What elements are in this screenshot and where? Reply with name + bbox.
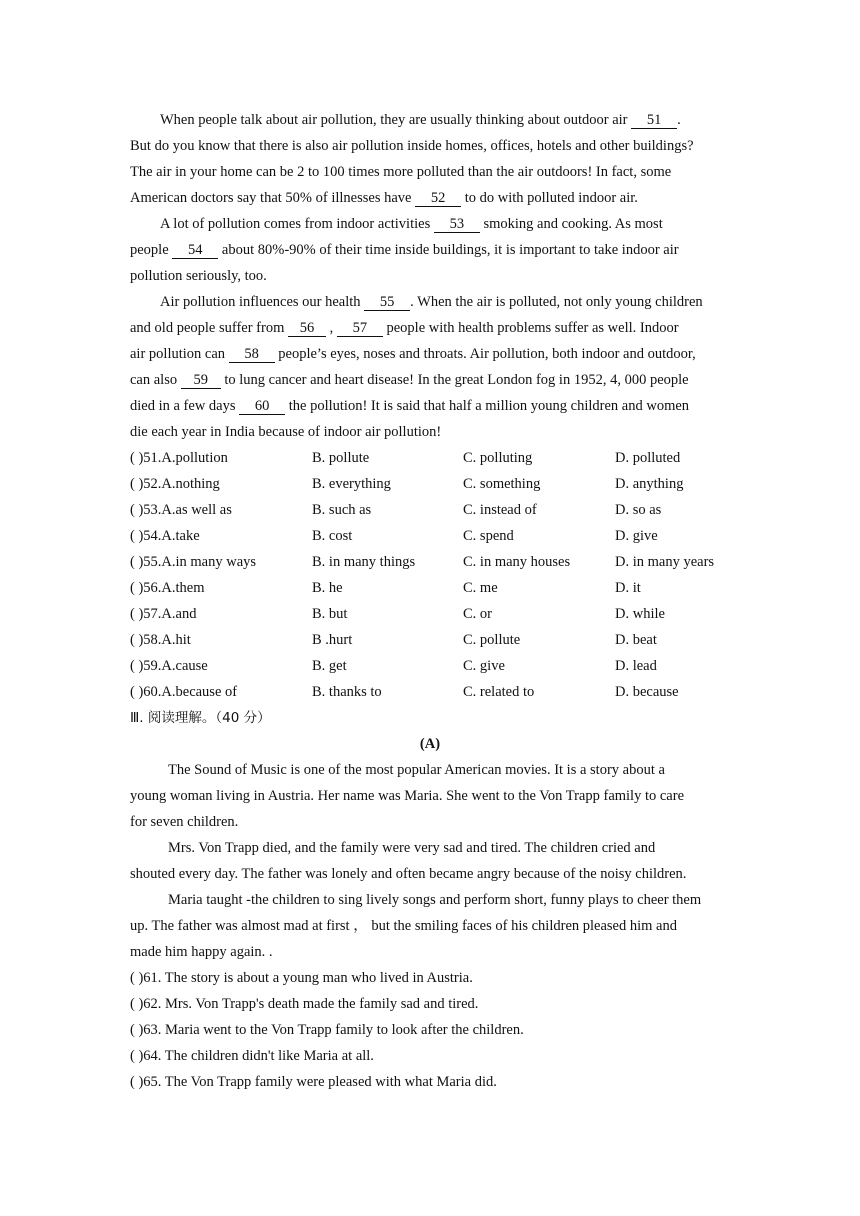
cloze-blank-60: 60 [239,398,285,415]
cloze-text: But do you know that there is also air pollution inside homes, offices, hotels and other buildings? [130,138,694,154]
option-b: B .hurt [312,632,353,648]
option-d: D. lead [615,658,657,674]
cloze-line [130,162,671,182]
cloze-text: pollution seriously, too. [130,268,267,284]
cloze-blank-56: 56 [288,320,326,337]
option-row [130,604,730,624]
true-false-question: ( )62. Mrs. Von Trapp's death made the family sad and tired. [130,996,479,1012]
passage-line: shouted every day. The father was lonely and often became angry because of the noisy children. [130,866,687,882]
cloze-text: When people talk about air pollution, they are usually thinking about outdoor air [160,112,632,128]
cloze-text: A lot of pollution comes from indoor activities [160,216,434,232]
cloze-blank-57: 57 [337,320,383,337]
passage-line: Maria taught -the children to sing lively songs and perform short, funny plays to cheer them [168,892,702,908]
option-b: B. pollute [312,450,370,466]
option-row [130,448,730,468]
passage-a-title: (A) [419,736,441,752]
option-d: D. beat [615,632,657,648]
cloze-blank-59: 59 [181,372,221,389]
cloze-line [130,188,638,208]
cloze-line [160,214,663,234]
cloze-text: Air pollution influences our health [160,294,365,310]
option-c: C. spend [463,528,514,544]
option-b: B. but [312,606,348,622]
question-with-option-a: ( )58.A.hit [130,632,191,648]
option-b: B. cost [312,528,353,544]
option-c: C. polluting [463,450,533,466]
cloze-text: smoking and cooking. As most [479,216,663,232]
cloze-blank-55: 55 [364,294,410,311]
option-c: C. in many houses [463,554,571,570]
question-with-option-a: ( )60.A.because of [130,684,238,700]
option-c: C. pollute [463,632,521,648]
question-with-option-a: ( )57.A.and [130,606,197,622]
option-row [130,656,730,676]
true-false-question: ( )63. Maria went to the Von Trapp family to look after the children. [130,1022,524,1038]
question-with-option-a: ( )51.A.pollution [130,450,228,466]
option-row [130,682,730,702]
option-c: C. me [463,580,498,596]
cloze-blank-52: 52 [415,190,461,207]
cloze-line [130,370,689,390]
cloze-text: die each year in India because of indoor air pollution! [130,424,442,440]
question-with-option-a: ( )56.A.them [130,580,205,596]
cloze-text: and old people suffer from [130,320,288,336]
cloze-text: , [325,320,337,336]
true-false-question: ( )64. The children didn't like Maria at all. [130,1048,374,1064]
cloze-text: can also [130,372,181,388]
cloze-blank-54: 54 [172,242,218,259]
cloze-text: people with health problems suffer as well. Indoor [382,320,679,336]
cloze-text: to do with polluted indoor air. [461,190,638,206]
cloze-line [160,110,681,130]
cloze-line [130,266,267,286]
option-d: D. in many years [615,554,715,570]
cloze-blank-53: 53 [434,216,480,233]
question-with-option-a: ( )54.A.take [130,528,200,544]
option-c: C. instead of [463,502,537,518]
cloze-line [130,136,694,156]
cloze-line [130,422,441,442]
cloze-blank-58: 58 [229,346,275,363]
passage-line: Mrs. Von Trapp died, and the family were very sad and tired. The children cried and [168,840,656,856]
cloze-text: The air in your home can be 2 to 100 times more polluted than the air outdoors! In fact, some [130,164,672,180]
option-c: C. something [463,476,541,492]
option-d: D. so as [615,502,662,518]
option-b: B. he [312,580,343,596]
cloze-text: people’s eyes, noses and throats. Air pollution, both indoor and outdoor, [274,346,696,362]
option-row [130,578,730,598]
option-b: B. get [312,658,347,674]
option-c: C. or [463,606,492,622]
true-false-question: ( )61. The story is about a young man who lived in Austria. [130,970,473,986]
question-with-option-a: ( )55.A.in many ways [130,554,257,570]
option-c: C. related to [463,684,535,700]
option-row [130,630,730,650]
passage-line: up. The father was almost mad at first ， but the smiling faces of his children pleased him and [130,918,677,934]
cloze-text: . When the air is polluted, not only young children [410,294,703,310]
cloze-text: to lung cancer and heart disease! In the great London fog in 1952, 4, 000 people [220,372,689,388]
option-b: B. in many things [312,554,416,570]
option-c: C. give [463,658,505,674]
cloze-line [130,318,679,338]
option-d: D. because [615,684,679,700]
cloze-blank-51: 51 [631,112,677,129]
option-d: D. give [615,528,658,544]
passage-line: for seven children. [130,814,239,830]
cloze-text: American doctors say that 50% of illnesses have [130,190,416,206]
option-row [130,526,730,546]
passage-line: young woman living in Austria. Her name was Maria. She went to the Von Trapp family to care [130,788,685,804]
cloze-text: about 80%-90% of their time inside buildings, it is important to take indoor air [218,242,679,258]
option-row [130,500,730,520]
option-d: D. it [615,580,641,596]
cloze-text: the pollution! It is said that half a million young children and women [285,398,690,414]
cloze-line [160,292,703,312]
cloze-text: . [677,112,681,128]
option-row [130,552,730,572]
question-with-option-a: ( )53.A.as well as [130,502,232,518]
passage-line: made him happy again. . [130,944,273,960]
section-title: Ⅲ. 阅读理解。（40 分） [130,710,271,726]
cloze-line [130,240,679,260]
question-with-option-a: ( )59.A.cause [130,658,208,674]
option-b: B. such as [312,502,372,518]
option-b: B. thanks to [312,684,382,700]
option-d: D. while [615,606,665,622]
cloze-text: air pollution can [130,346,229,362]
cloze-text: people [130,242,173,258]
cloze-text: died in a few days [130,398,240,414]
option-d: D. polluted [615,450,681,466]
cloze-line [130,344,696,364]
question-with-option-a: ( )52.A.nothing [130,476,220,492]
option-d: D. anything [615,476,684,492]
option-b: B. everything [312,476,391,492]
passage-line: The Sound of Music is one of the most popular American movies. It is a story about a [168,762,665,778]
option-row [130,474,730,494]
cloze-line [130,396,689,416]
true-false-question: ( )65. The Von Trapp family were pleased with what Maria did. [130,1074,497,1090]
